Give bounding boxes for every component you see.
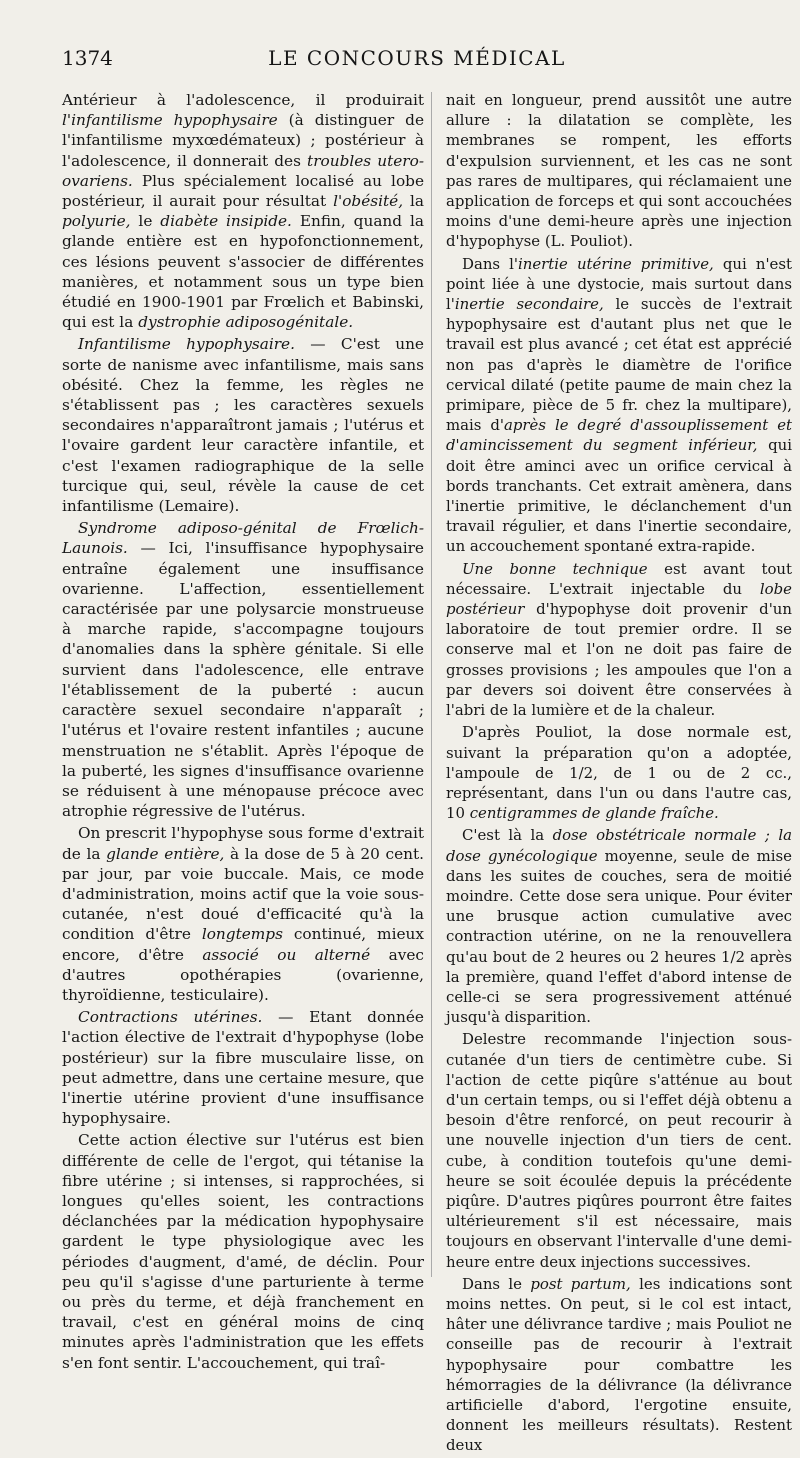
right-column [446, 90, 792, 1458]
text-run: Plus spécialement localisé au lobe postérieur, il aurait pour résultat [62, 171, 424, 211]
text-run: — C'est une sorte de nanisme avec infantilisme, mais sans obésité. Chez la femme, les règles ne s'établissent pas ; les caractères sexuels secondaires n'apparaîtront jamais ; l'utérus et l'ovaire gardent leur caractère infantile, et c'est l'examen radiographique de la selle turcique qui, seul, révèle la cause de cet infantilisme (Lemaire). [62, 335, 424, 516]
journal-title: LE CONCOURS MÉDICAL [268, 46, 566, 70]
text-run: Antérieur à l'adolescence, il produirait [62, 91, 424, 109]
text-run: les indications sont moins nettes. On peut, si le col est intact, hâter une délivrance tardive ; mais Pouliot ne conseille pas de recourir à l'extrait hypophysaire pour combattre les hémorragies de la délivrance (la délivrance artificielle d'abord, l'ergotine ensuite, donnent les meilleurs résultats). Restent deux [446, 1274, 793, 1455]
italic-run: inertie secondaire, [454, 295, 604, 314]
paragraph [62, 518, 424, 821]
italic-run: Une bonne technique [462, 559, 648, 578]
text-run: à la dose de 5 à 20 cent. par jour, par voie buccale. Mais, ce mode d'administration, moins actif que la voie sous-cutanée, n'est doué d'efficacité qu'à la condition d'être [62, 844, 424, 944]
page-number: 1374 [62, 46, 113, 70]
text-run: C'est là la [462, 826, 553, 845]
italic-run: dystrophie adiposogénitale. [138, 313, 354, 332]
paragraph [446, 825, 792, 1027]
text-run: — Ici, l'insuffisance hypophysaire entraîne également une insuffisance ovarienne. L'affection, essentiellement caractérisée par une polysarcie monstrueuse à marche rapide, s'accompagne toujours d'anomalies dans la sphère génitale. Si elle survient dans l'adolescence, elle entrave l'établissement de la puberté : aucun caractère sexuel secondaire n'apparaît ; l'utérus et l'ovaire restent infantiles ; aucune menstruation ne s'établit. Après l'époque de la puberté, les signes d'insuffisance ovarienne se réduisent à une ménopause précoce avec atrophie régressive de l'utérus. [62, 539, 424, 821]
italic-run: post partum, [530, 1274, 631, 1293]
paragraph [446, 559, 792, 721]
paragraph [62, 1007, 424, 1128]
text-run: avec d'autres opothérapies (ovarienne, thyroïdienne, testiculaire). [62, 945, 424, 1004]
italic-run: Contractions utérines. [78, 1008, 263, 1027]
text-run: moyenne, seule de mise dans les suites de couches, sera de moitié moindre. Cette dose sera unique. Pour éviter une brusque action cumulative avec contraction utérine, on ne la renouvellera qu'au bout de 2 heures ou 2 heures 1/2 après la première, quand l'effet d'abord intense de celle-ci se sera progressivement atténué jusqu'à disparition. [446, 846, 792, 1027]
italic-run: après le degré d'assouplissement et d'amincissement du segment inférieur, [446, 416, 793, 455]
paragraph [446, 1029, 792, 1271]
text-run: Dans l' [462, 254, 519, 273]
italic-run: centigrammes de glande fraîche. [469, 804, 719, 823]
left-column [62, 90, 424, 1375]
text-run: On prescrit l'hypophyse sous forme d'extrait de la [62, 824, 424, 863]
italic-run: l'obésité, [333, 192, 404, 211]
text-run: Dans le [462, 1274, 531, 1293]
text-run: Delestre recommande l'injection sous-cutanée d'un tiers de centimètre cube. Si l'action de cette piqûre s'atténue au bout d'un certain temps, ou si l'effet déjà obtenu a besoin d'être renforcé, on peut recourir à une nouvelle injection d'un tiers de cent. cube, à condition toutefois qu'une demi-heure se soit écoulée depuis la précédente piqûre. D'autres piqûres pourront être faites ultérieurement s'il est nécessaire, mais toujours en observant l'intervalle d'une demi-heure entre deux injections successives. [446, 1030, 792, 1271]
text-run: (à distinguer de l'infantilisme myxœdémateux) ; postérieur à l'adolescence, il donnerait des [62, 111, 424, 170]
text-run: d'hypophyse doit provenir d'un laboratoire de tout premier ordre. Il se conserve mal et l'on ne doit pas faire de grosses provisions ; les ampoules que l'on a par devers soi doivent être conservées à l'abri de la lumière et de la chaleur. [446, 600, 792, 720]
paragraph [62, 334, 424, 516]
text-run: qui doit être aminci avec un orifice cervical à bords tranchants. Cet extrait amènera, dans l'inertie primitive, le déclanchement d'un travail régulier, et dans l'inertie secondaire, un accouchement spontané extra-rapide. [446, 436, 792, 556]
paragraph [62, 90, 424, 332]
paragraph [62, 1130, 424, 1372]
italic-run: Syndrome adiposo-génital de Frœlich-Launois. [62, 519, 424, 558]
italic-run: polyurie, [62, 212, 131, 231]
italic-run: associé ou alterné [202, 945, 371, 964]
text-run: Enfin, quand la glande entière est en hypofonctionnement, ces lésions peuvent s'associer de différentes manières, et notamment sous un type bien étudié en 1900-1901 par Frœlich et Babinski, qui est la [62, 212, 424, 332]
paragraph [446, 254, 792, 557]
paragraph [446, 1274, 792, 1456]
running-header [62, 46, 772, 76]
italic-run: longtemps [201, 925, 283, 944]
paragraph [62, 823, 424, 1005]
italic-run: lobe postérieur [446, 579, 792, 619]
italic-run: diabète insipide. [160, 212, 292, 231]
text-run: — Etant donnée l'action élective de l'extrait d'hypophyse (lobe postérieur) sur la fibre musculaire lisse, on peut admettre, dans une certaine mesure, que l'inertie utérine provient d'une insuffisance hypophysaire. [62, 1008, 424, 1128]
italic-run: l'infantilisme hypophysaire [62, 111, 278, 130]
text-run: le succès de l'extrait hypophysaire est d'autant plus net que le travail est plus avancé ; cet état est apprécié non pas d'après le diamètre de l'orifice cervical dilaté (petite paume de main chez la primipare, pièce de 5 fr. chez la multipare), mais d' [446, 295, 792, 435]
text-run: la [403, 192, 425, 211]
italic-run: troubles utero-ovariens. [62, 151, 424, 190]
italic-run: dose obstétricale normale ; la dose gynécologique [446, 826, 792, 865]
paragraph [446, 90, 792, 252]
text-run: qui n'est point liée à une dystocie, mais surtout dans l' [446, 254, 792, 314]
text-run: Cette action élective sur l'utérus est bien différente de celle de l'ergot, qui tétanise la fibre utérine ; si intenses, si rapprochées, si longues qu'elles soient, les contractions déclanchées par la médication hypophysaire gardent le type physiologique avec les périodes d'augment, d'amé, de déclin. Pour peu qu'il s'agisse d'une parturiente à terme ou près du terme, et déjà franchement en travail, c'est en général moins de cinq minutes après l'administration que les effets s'en font sentir. L'accouchement, qui traî- [62, 1131, 424, 1372]
text-run: nait en longueur, prend aussitôt une autre allure : la dilatation se complète, les membranes se rompent, les efforts d'expulsion surviennent, et les cas ne sont pas rares de multipares, qui réclamaient une application de forceps et qui sont accouchées moins d'une demi-heure après une injection d'hypophyse (L. Pouliot). [446, 91, 792, 251]
italic-run: inertie utérine primitive, [518, 254, 714, 273]
paragraph [446, 722, 792, 823]
italic-run: glande entière, [106, 844, 225, 863]
text-run: continué, mieux encore, d'être [62, 925, 424, 964]
italic-run: Infantilisme hypophysaire. [78, 335, 295, 354]
text-run: le [130, 212, 161, 231]
text-run: D'après Pouliot, la dose normale est, suivant la préparation qu'on a adoptée, l'ampoule de 1/2, de 1 ou de 2 cc., représentant, dans l'un ou dans l'autre cas, 10 [446, 723, 792, 823]
text-run: est avant tout nécessaire. L'extrait injectable du [446, 559, 792, 598]
column-divider [431, 92, 432, 1277]
